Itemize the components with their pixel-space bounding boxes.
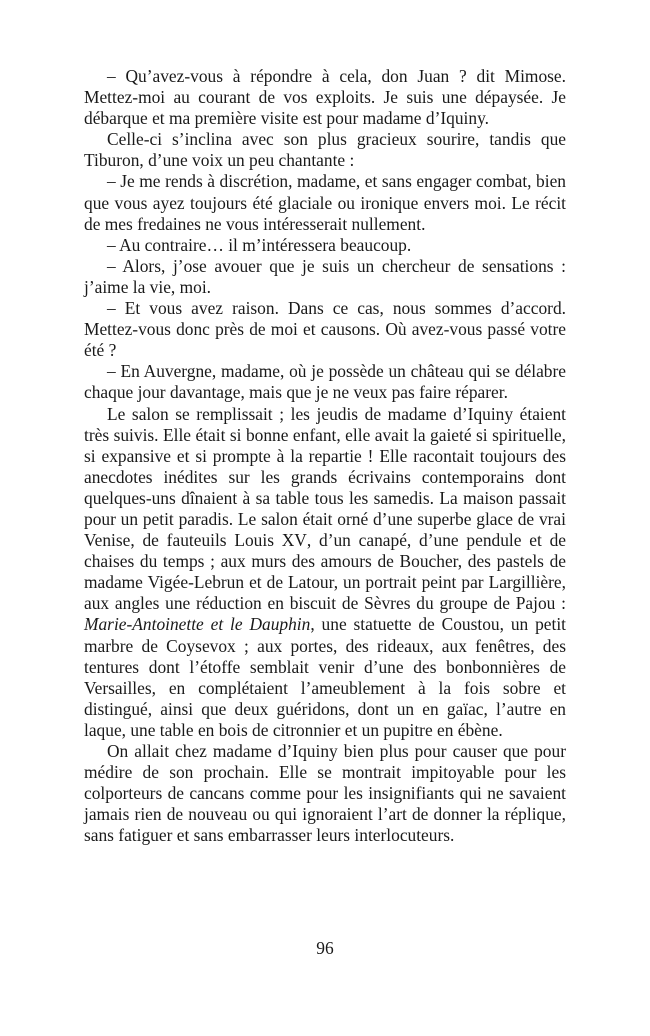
page-body	[84, 66, 566, 846]
paragraph-mimose-question: – Qu’avez-vous à répondre à cela, don Juan ? dit Mimose. Mettez-moi au courant de vos exploits. Je suis une dépaysée. Je débarque et ma première visite est pour madame d’Iquiny.	[84, 66, 566, 129]
salon-text-part1: Le salon se remplissait ; les jeudis de madame d’Iquiny étaient très suivis. Elle était si bonne enfant, elle avait la gaieté si spirituelle, si expansive et si prompte à la repartie ! Elle racontait toujours des anecdotes inédites sur les grands écrivains contemporains dont quelques-uns dînaient à sa table tous les samedis. La maison passait pour un petit paradis. Le salon était orné d’une superbe glace de vrai Venise, de fauteuils Louis	[84, 403, 566, 551]
paragraph-tiburon-reply: – Je me rends à discrétion, madame, et sans engager combat, bien que vous ayez toujours été glaciale ou ironique envers moi. Le récit de mes fredaines ne vous intéresserait nullement.	[84, 171, 566, 234]
salon-text-part3: , une statuette de Coustou, un petit marbre de Coysevox ; aux portes, des rideaux, aux fenêtres, des tentures dont l’étoffe semblait venir d’une des bonbonnières de Versailles, en complétaient l’ameublement à la fois sobre et distingué, ainsi que deux guéridons, dont un en gaïac, l’autre en laque, une table en bois de citronnier et un pupitre en ébène.	[84, 614, 566, 740]
paragraph-auvergne: – En Auvergne, madame, où je possède un château qui se délabre chaque jour davantage, mais que je ne veux pas faire réparer.	[84, 361, 566, 403]
paragraph-salon	[84, 404, 566, 742]
salon-roman-numeral: XV	[281, 530, 307, 551]
paragraph-alors: – Alors, j’ose avouer que je suis un chercheur de sensations : j’aime la vie, moi.	[84, 255, 566, 297]
salon-text-part2: , d’un canapé, d’une pendule et de chaises du temps ; aux murs des amours de Boucher, des pastels de madame Vigée-Lebrun et de Latour, un portrait peint par Largillière, aux angles une réduction en biscuit de Sèvres du groupe de Pajou :	[84, 530, 566, 614]
paragraph-raison: – Et vous avez raison. Dans ce cas, nous sommes d’accord. Mettez-vous donc près de moi et causons. Où avez-vous passé votre été ?	[84, 298, 566, 361]
salon-artwork-title: Marie-Antoinette et le Dauphin	[84, 614, 311, 635]
paragraph-celle-ci: Celle-ci s’inclina avec son plus gracieux sourire, tandis que Tiburon, d’une voix un peu chantante :	[84, 129, 566, 171]
page-number: 96	[316, 938, 334, 958]
paragraph-closing: On allait chez madame d’Iquiny bien plus pour causer que pour médire de son prochain. Elle se montrait impitoyable pour les colporteurs de cancans comme pour les insignifiants qui ne savaient jamais rien de nouveau ou qui ignoraient l’art de donner la réplique, sans fatiguer et sans embarrasser leurs interlocuteurs.	[84, 741, 566, 846]
paragraph-au-contraire: – Au contraire… il m’intéressera beaucoup.	[107, 234, 412, 255]
